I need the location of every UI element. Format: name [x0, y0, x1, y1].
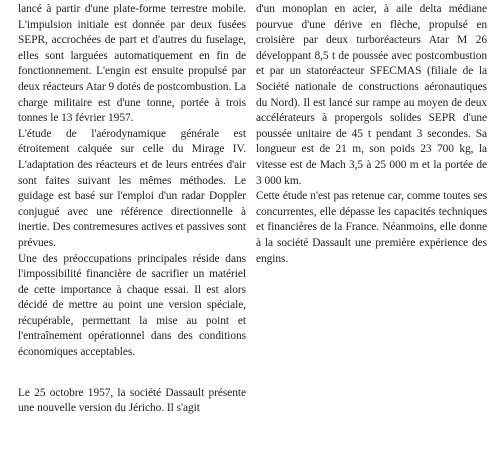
paragraph-specifications: d'un monoplan en acier, à aile delta médiane pourvue d'une dérive en flèche, propulsé en croisière par deux turboréacteurs Atar M 26 développant 8,5 t de poussée avec postcombustion et par un statoréacteur SFECMAS (filiale de la Société nationale de constructions aéronautiques du Nord). Il est lancé sur rampe au moyen de deux accélérateurs à propergols solides SEPR d'une poussée unitaire de 45 t pendant 3 secondes. Sa longueur est de 21 m, son poids 23 700 kg, la vitesse est de Mach 3,5 à 25 000 m et la portée de 3 000 km.	[256, 3, 487, 187]
paragraph-conclusion: Cette étude n'est pas retenue car, comme toutes ses concurrentes, elle dépasse les capacités techniques et financières de la France. Néanmoins, elle donne à la société Dassault une première expérience des engins.	[256, 190, 487, 265]
paragraph-aerodynamics-guidance: L'étude de l'aérodynamique générale est étroitement calquée sur celle du Mirage IV. L'adaptation des réacteurs et de leurs entrées d'air sont faites suivant les mêmes méthodes. Le guidage est basé sur l'emploi d'un radar Doppler conjugué avec une référence directionnelle à inertie. Des contremesures actives et passives sont prévues.	[18, 127, 246, 249]
paragraph-new-version-intro: Le 25 octobre 1957, la société Dassault présente une nouvelle version du Jéricho. Il s'agit	[18, 386, 246, 415]
paragraph-recoverable-version: Une des préoccupations principales réside dans l'impossibilité financière de sacrifier un matériel de cette importance à chaque essai. Il est alors décidé de mettre au point une version spéciale, récupérable, permettant la mise au point et l'entraînement opérationnel dans des conditions économiques acceptables.	[18, 252, 246, 359]
paragraph-launch-propulsion: lancé à partir d'une plate-forme terrestre mobile. L'impulsion initiale est donnée par deux fusées SEPR, accrochées de part et d'autres du fuselage, elles sont larguées automatiquement en fin de fonctionnement. L'engin est ensuite propulsé par deux réacteurs Atar 9 dotés de postcombustion. La charge militaire est d'une tonne, portée à trois tonnes le 13 février 1957.	[18, 3, 246, 125]
right-text-column	[256, 2, 487, 267]
left-text-column	[18, 2, 246, 417]
